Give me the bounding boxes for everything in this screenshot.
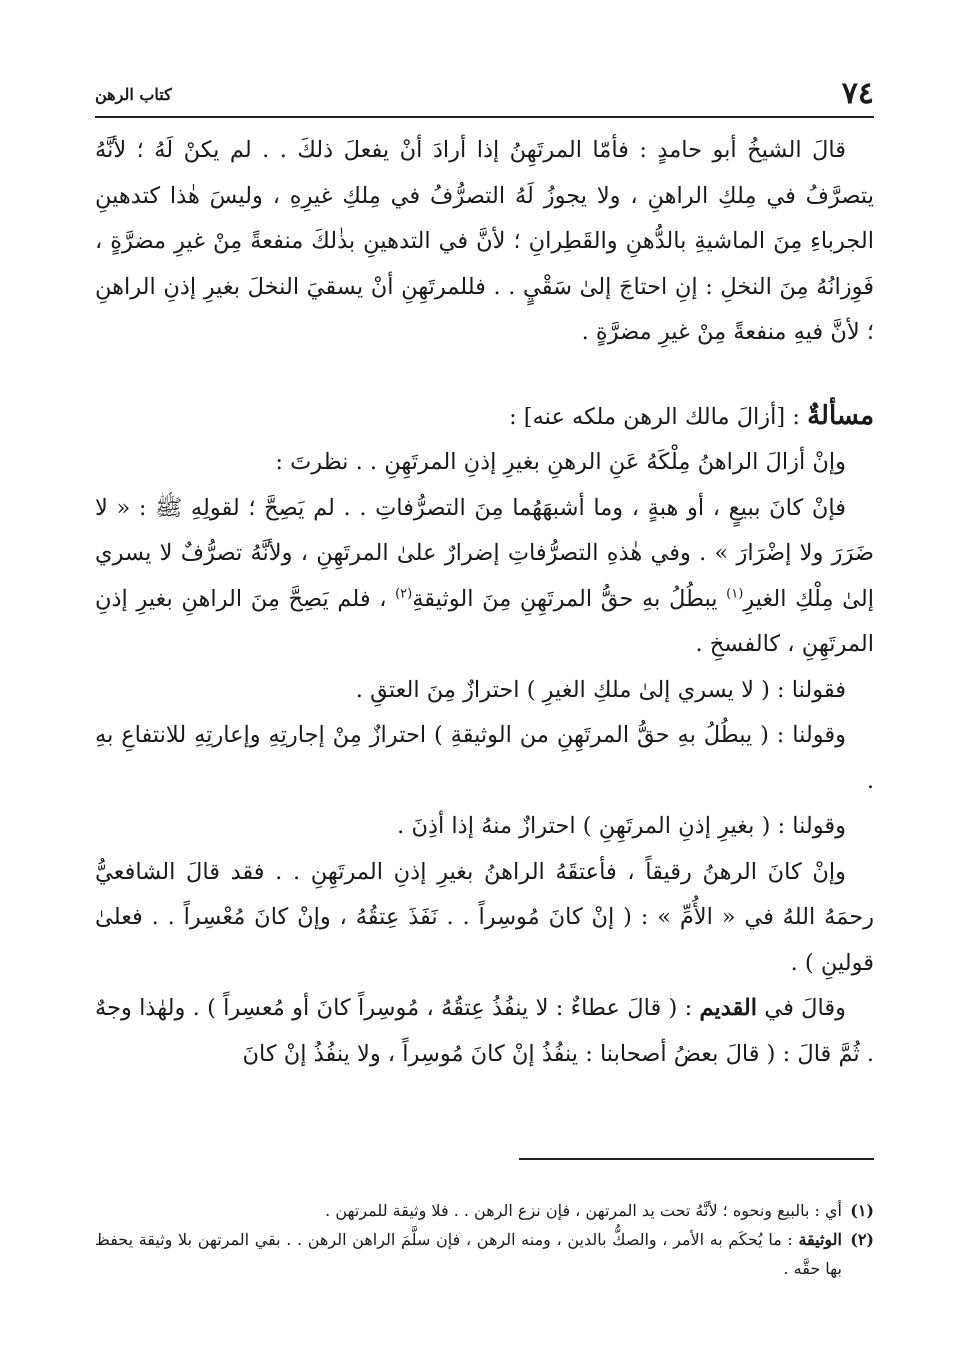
paragraph: وقولنا : ( بغيرِ إذنِ المرتَهِنِ ) احترازٌ منهُ إذا أذِنَ . bbox=[397, 813, 846, 839]
masala-label: مسألةٌ bbox=[807, 400, 874, 431]
paragraph: وإنْ كانَ الرهنُ رقيقاً ، فأعتقَهُ الراهنُ بغيرِ إذنِ المرتَهِنِ . . فقد قالَ الشافعيُّ رحمَهُ اللهُ في « الأُمِّ » : ( إنْ كانَ مُوسِراً . . نَفَذَ عِتقُهُ ، وإنْ كانَ مُعْسِراً . . فعلىٰ قولينِ ) . bbox=[95, 858, 874, 976]
footnote-divider bbox=[519, 1158, 874, 1160]
paragraph: فقولنا : ( لا يسري إلىٰ ملكِ الغيرِ ) احترازٌ مِنَ العتقِ . bbox=[355, 676, 846, 703]
footnote-item bbox=[95, 1196, 874, 1225]
page-header bbox=[95, 76, 874, 118]
footnote-ref-1[interactable]: (١) bbox=[726, 586, 744, 601]
footnote-number: (١) bbox=[850, 1201, 874, 1220]
footnote-definition: : ما يُحكَم به الأمر ، والصكُّ بالدين ، ومنه الرهن ، فإن سلَّمَ الراهن الرهن . . بقي المرتهن بلا وثيقة يحفظ بها حقَّه . bbox=[95, 1230, 842, 1278]
paragraph-with-footnotes bbox=[95, 486, 874, 668]
paragraph bbox=[95, 986, 874, 1077]
paragraph: وقولنا : ( يبطُلُ بهِ حقُّ المرتَهِنِ من الوثيقةِ ) احترازٌ مِنْ إجارتِهِ وإعارتِهِ للانتفاعِ بهِ . bbox=[95, 722, 874, 794]
page-number: ٧٤ bbox=[841, 76, 874, 111]
footnote-term: الوثيقة bbox=[798, 1230, 842, 1249]
paragraph-segment: وقالَ في bbox=[757, 995, 847, 1021]
running-title: كتاب الرهن bbox=[95, 85, 172, 104]
masala-heading bbox=[95, 394, 874, 441]
paragraph-segment: ، فلم يَصِحَّ مِنَ الراهنِ بغيرِ إذنِ المرتَهِنِ ، كالفسخِ . bbox=[95, 585, 874, 657]
emphasis-term: القديم bbox=[699, 995, 758, 1021]
paragraph-segment: يبطُلُ بهِ حقُّ المرتَهِنِ مِنَ الوثيقةِ bbox=[412, 585, 727, 612]
footnotes bbox=[95, 1196, 874, 1283]
masala-title: : [أزالَ مالك الرهن ملكه عنه] : bbox=[509, 403, 808, 430]
footnote-number: (٢) bbox=[850, 1230, 874, 1249]
paragraph-segment: : ( قالَ عطاءٌ : لا ينفُذُ عِتقُهُ ، مُوسِراً كانَ أو مُعسِراً ) . ولهٰذا وجهٌ . ثُمَّ قالَ : ( قالَ بعضُ أصحابنا : ينفُذُ إنْ كانَ مُوسِراً ، ولا ينفُذُ إنْ كانَ bbox=[95, 995, 874, 1067]
footnote-text: أي : بالبيع ونحوه ؛ لأنَّهُ تحت يد المرتهن ، فإن نزع الرهن . . فلا وثيقة للمرتهن . bbox=[325, 1201, 842, 1220]
footnote-item bbox=[95, 1225, 874, 1283]
footnote-ref-2[interactable]: (٢) bbox=[395, 586, 413, 601]
paragraph: وإنْ أزالَ الراهنُ مِلْكَهُ عَنِ الرهنِ بغيرِ إذنِ المرتَهِنِ . . نظرتَ : bbox=[275, 449, 846, 475]
paragraph-segment: فإنْ كانَ ببيعٍ ، أو هبةٍ ، وما أشبهَهُما مِنَ التصرُّفاتِ . . لم يَصِحَّ ؛ لقولِهِ ﷺ : « لا ضَرَرَ ولا إضْرَارَ » . وفي هٰذهِ التصرُّفاتِ إضرارٌ علىٰ المرتَهِنِ ، ولأنَّهُ تصرُّفٌ لا يسري إلىٰ مِلْكِ الغيرِ bbox=[95, 494, 875, 612]
footnote-text bbox=[95, 1225, 842, 1283]
main-text bbox=[95, 128, 874, 1077]
paragraph: قالَ الشيخُ أبو حامدٍ : فأمّا المرتَهِنُ إذا أرادَ أنْ يفعلَ ذلكَ . . لم يكنْ لَهُ ؛ لأنَّهُ يتصرَّفُ في مِلكِ الراهنِ ، ولا يجوزُ لَهُ التصرُّفُ في مِلكِ غيرِهِ ، وليسَ هٰذا كتدهينِ الجرباءِ مِنَ الماشيةِ بالدُّهنِ والقَطِرانِ ؛ لأنَّ في التدهينِ بذٰلكَ منفعةً مِنْ غيرِ مضرَّةٍ ، فَوِزانُهُ مِنَ النخلِ : إنِ احتاجَ إلىٰ سَقْيٍ . . فللمرتَهِنِ أنْ يسقيَ النخلَ بغيرِ إذنِ الراهنِ ؛ لأنَّ فيهِ منفعةً مِنْ غيرِ مضرَّةٍ . bbox=[95, 137, 874, 345]
